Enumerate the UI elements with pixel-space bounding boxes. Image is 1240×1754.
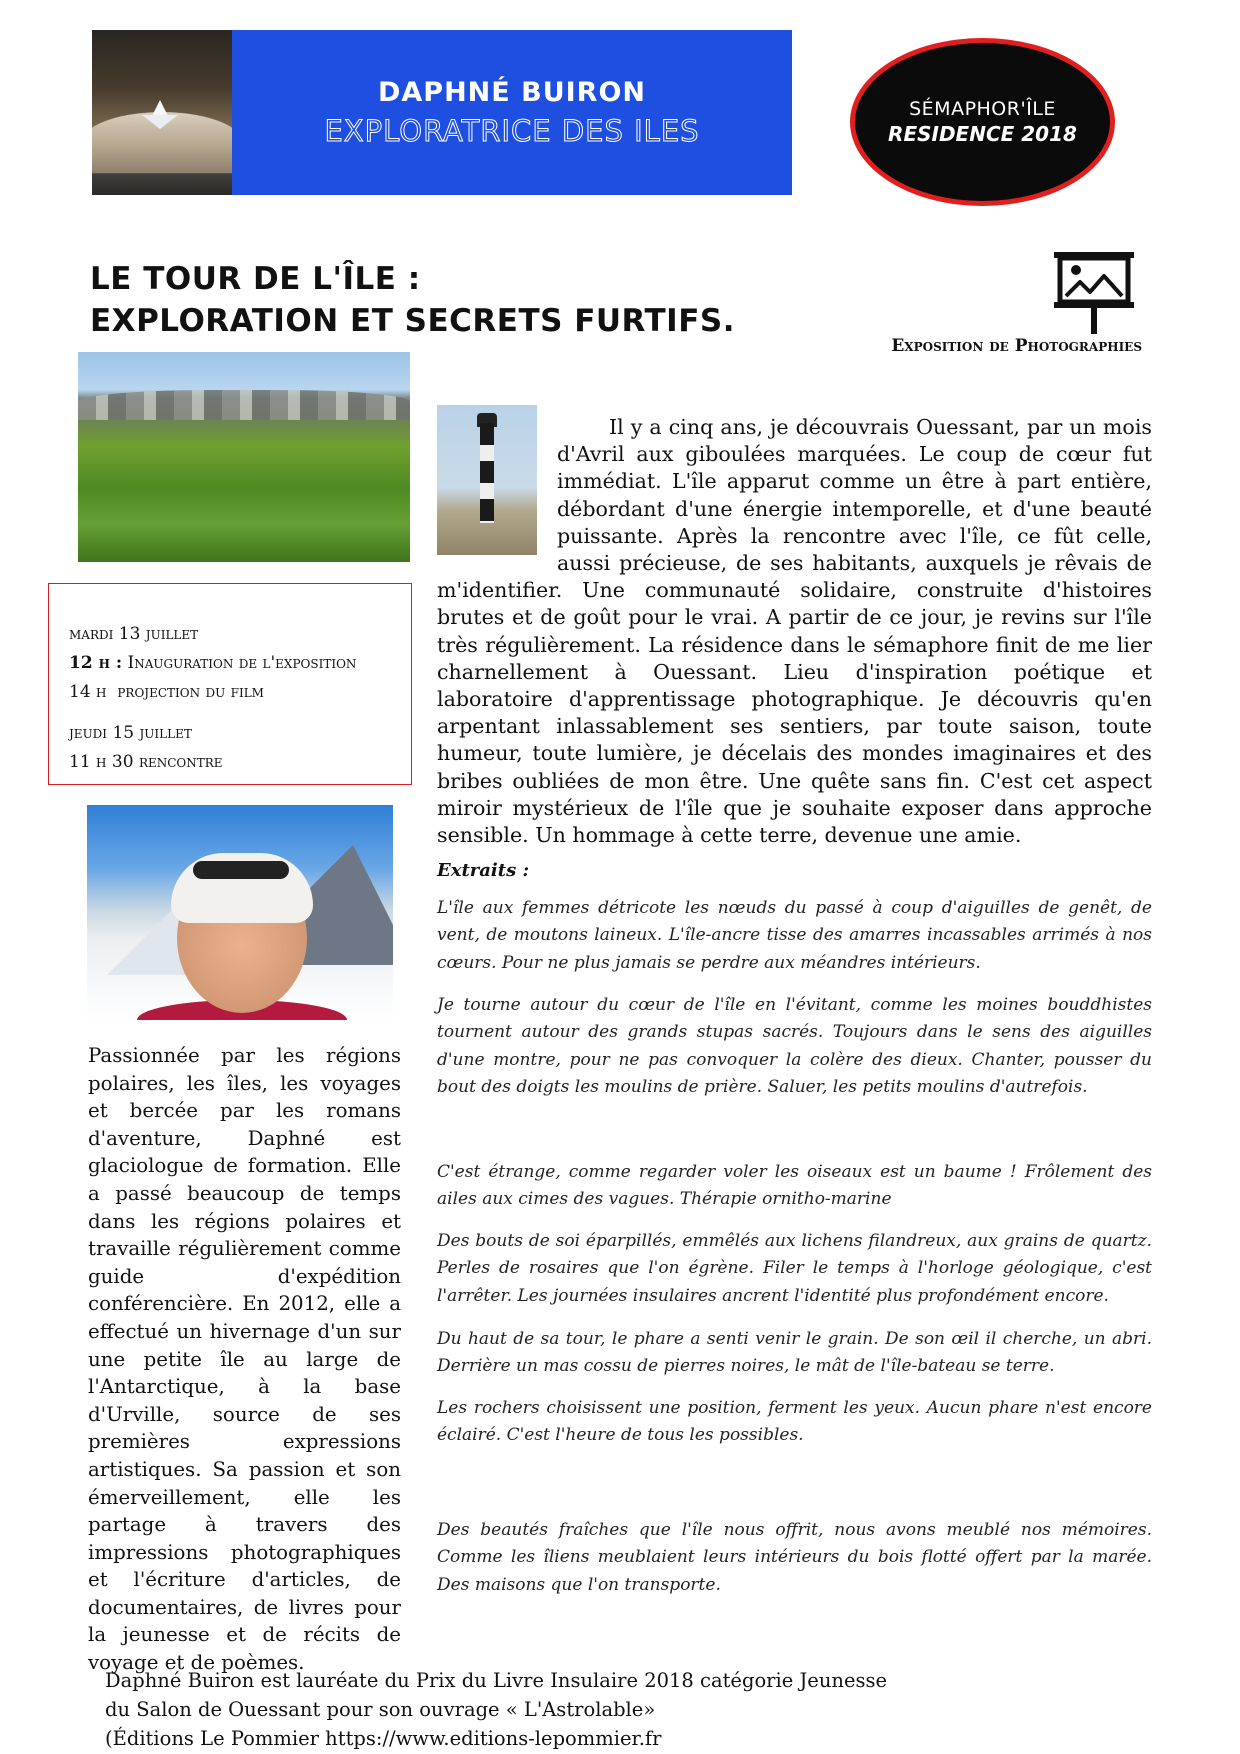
schedule-time: 14 h (69, 682, 107, 702)
page-title (90, 258, 870, 342)
badge-line1: SÉMAPHOR'ÎLE (909, 98, 1056, 120)
schedule-time: 12 h : (69, 653, 123, 673)
extrait-2: Je tourne autour du cœur de l'île en l'évitant, comme les moines bouddhistes tournent autour des grands stupas sacrés. Toujours dans le sens des aiguilles d'une montre, pour ne pas convoquer la colère des dieux. Chanter, pousser du bout des doigts les moulins de prière. Saluer, les petits moulins d'autrefois. (437, 995, 1152, 1098)
footer-award (105, 1666, 1105, 1753)
residence-badge (850, 38, 1115, 206)
schedule-day: mardi 13 juillet (69, 624, 199, 644)
author-subtitle: EXPLORATRICE DES ILES (324, 114, 700, 148)
badge-line2: RESIDENCE 2018 (888, 122, 1077, 146)
author-bio: Passionnée par les régions polaires, les îles, les voyages et bercée par les romans d'aventure, Daphné est glaciologue de formation. Elle a passé beaucoup de temps dans les régions polaires et travaille régulièrement comme guide d'expédition conférencière. En 2012, elle a effectué un hivernage d'un sur une petite île au large de l'Antarctique, à la base d'Urville, source de ses premières expressions artistiques. Sa passion et son émerveillement, elle les partage à travers des impressions photographiques et l'écriture d'articles, de documentaires, de livres pour la jeunesse et de récits de voyage et de poèmes. (88, 1044, 401, 1675)
schedule-time: 11 h 30 (69, 752, 134, 772)
extrait-6: Les rochers choisissent une position, ferment les yeux. Aucun phare n'est encore éclairé. C'est l'heure de tous les possibles. (437, 1398, 1152, 1446)
header-banner (232, 30, 792, 195)
extrait-1: L'île aux femmes détricote les nœuds du passé à coup d'aiguilles de genêt, de vent, de moutons laineux. L'île-ancre tisse des amarres incassables arrimés à nos cœurs. Pour ne plus jamais se perdre aux méandres intérieurs. (437, 898, 1152, 973)
extrait-5: Du haut de sa tour, le phare a senti venir le grain. De son œil il cherche, un abri. Derrière un mas cossu de pierres noires, le mât de l'île-bateau se terre. (437, 1329, 1152, 1377)
extrait-3: C'est étrange, comme regarder voler les oiseaux est un baume ! Frôlement des ailes aux cimes des vagues. Thérapie ornitho-marine (437, 1162, 1152, 1210)
schedule-item (69, 649, 411, 678)
schedule-event: projection du film (117, 682, 264, 702)
schedule-event: rencontre (138, 752, 223, 772)
footer-line1: Daphné Buiron est lauréate du Prix du Livre Insulaire 2018 catégorie Jeunesse (105, 1669, 888, 1692)
schedule-box (48, 583, 412, 785)
exposition-label: Exposition de Photographies (891, 336, 1142, 356)
extrait-4: Des bouts de soi éparpillés, emmêlés aux lichens filandreux, aux grains de quartz. Perles de rosaires que l'on égrène. Filer le temps à l'horloge géologique, c'est l'arrêter. Les journées insulaires ancrent l'identité plus profondément encore. (437, 1231, 1152, 1306)
author-portrait-photo (87, 805, 393, 1020)
extrait-7: Des beautés fraîches que l'île nous offrit, nous avons meublé nos mémoires. Comme les îliens meublaient leurs intérieurs du bois flotté offert par la marée. Des maisons que l'on transporte. (437, 1520, 1152, 1595)
header-book-photo (92, 30, 232, 195)
intro-paragraph: Il y a cinq ans, je découvrais Ouessant, par un mois d'Avril aux giboulées marquées. Le coup de cœur fut immédiat. L'île apparut comme un être à part entière, débordant d'une énergie intemporelle, et d'une beauté puissante. Après la rencontre avec l'île, ce fût celle, aussi précieuse, de ses habitants, auxquels je rêvais de m'identifier. Une communauté solidaire, construite d'histoires brutes et de goût pour le vrai. A partir de ce jour, je revins sur l'île très régulièrement. La résidence dans le sémaphore finit de me lier charnellement à Ouessant. Lieu d'inspiration poétique et laboratoire d'apprentissage photographique. Je découvris qu'en arpentant inlassablement ses sentiers, par toute saison, toute humeur, toute lumière, je décelais des mondes imaginaires et des bribes oubliées de mon être. Une quête sans fin. C'est cet aspect miroir mystérieux de l'île que je souhaite exposer dans approche sensible. Un hommage à cette terre, devenue une amie. (437, 415, 1152, 848)
title-line1: LE TOUR DE L'ÎLE : (90, 261, 421, 297)
extraits-heading: Extraits : (437, 860, 530, 881)
author-name: DAPHNÉ BUIRON (377, 77, 647, 108)
schedule-day: jeudi 15 juillet (69, 723, 192, 743)
schedule-event: Inauguration de l'exposition (127, 653, 357, 673)
exhibition-easel-icon (1050, 248, 1138, 336)
schedule-item (69, 748, 411, 777)
title-line2: EXPLORATION ET SECRETS FURTIFS. (90, 303, 735, 339)
footer-line3: (Éditions Le Pommier https://www.editions-lepommier.fr (105, 1727, 662, 1750)
intro-paragraph-block (437, 414, 1152, 849)
schedule-item (69, 678, 411, 707)
footer-line2: du Salon de Ouessant pour son ouvrage « L'Astrolable» (105, 1698, 656, 1721)
island-grass-photo (78, 352, 410, 562)
